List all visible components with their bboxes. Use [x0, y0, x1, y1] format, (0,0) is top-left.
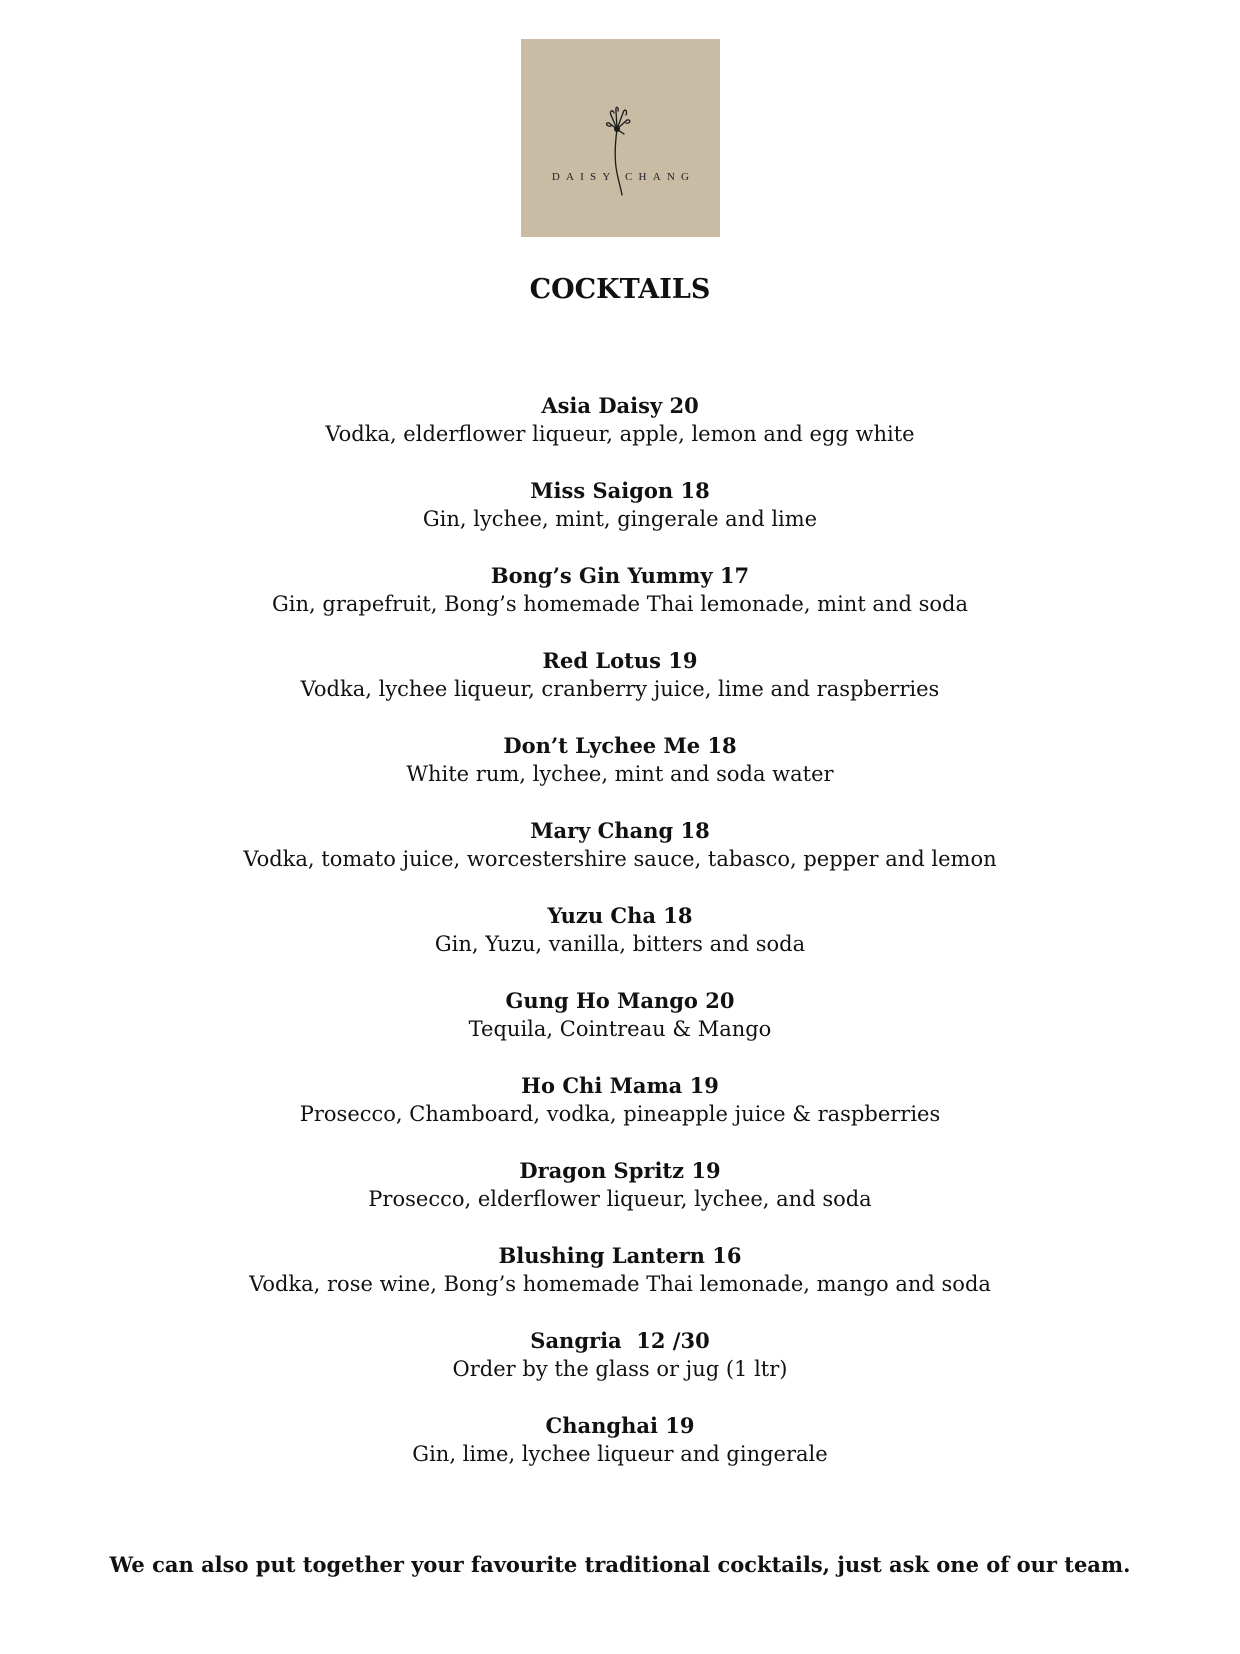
menu-item — [0, 562, 1240, 647]
item-description: White rum, lychee, mint and soda water — [406, 762, 834, 786]
cocktail-list — [0, 392, 1240, 1497]
item-name: Asia Daisy 20 — [541, 393, 699, 418]
item-description: Vodka, elderflower liqueur, apple, lemon and egg white — [325, 422, 915, 446]
logo-wordmark: DAISY CHANG — [551, 171, 696, 183]
menu-item — [0, 1072, 1240, 1157]
item-description: Prosecco, Chamboard, vodka, pineapple juice & raspberries — [299, 1102, 941, 1126]
item-name: Red Lotus 19 — [542, 648, 698, 673]
item-name: Mary Chang 18 — [530, 818, 710, 843]
item-name: Miss Saigon 18 — [530, 478, 710, 503]
item-name: Dragon Spritz 19 — [519, 1158, 721, 1183]
item-name: Ho Chi Mama 19 — [521, 1073, 719, 1098]
menu-item — [0, 902, 1240, 987]
menu-item — [0, 817, 1240, 902]
menu-item — [0, 1157, 1240, 1242]
page-title: COCKTAILS — [529, 274, 711, 305]
menu-item — [0, 1242, 1240, 1327]
item-name: Bong’s Gin Yummy 17 — [490, 563, 750, 588]
item-description: Vodka, tomato juice, worcestershire sauce, tabasco, pepper and lemon — [243, 847, 997, 871]
item-description: Prosecco, elderflower liqueur, lychee, and soda — [368, 1187, 872, 1211]
item-name: Sangria 12 /30 — [530, 1328, 710, 1353]
menu-item — [0, 1412, 1240, 1497]
item-description: Vodka, rose wine, Bong’s homemade Thai lemonade, mango and soda — [249, 1272, 991, 1296]
item-description: Gin, lime, lychee liqueur and gingerale — [412, 1442, 828, 1466]
item-name: Changhai 19 — [545, 1413, 695, 1438]
item-name: Gung Ho Mango 20 — [505, 988, 735, 1013]
item-description: Vodka, lychee liqueur, cranberry juice, lime and raspberries — [300, 677, 940, 701]
menu-item — [0, 987, 1240, 1072]
footer-note: We can also put together your favourite traditional cocktails, just ask one of our team. — [109, 1552, 1131, 1577]
item-description: Gin, lychee, mint, gingerale and lime — [422, 507, 818, 531]
item-name: Yuzu Cha 18 — [547, 903, 693, 928]
menu-item — [0, 392, 1240, 477]
menu-item — [0, 732, 1240, 817]
menu-item — [0, 647, 1240, 732]
menu-item — [0, 1327, 1240, 1412]
item-description: Gin, grapefruit, Bong’s homemade Thai lemonade, mint and soda — [272, 592, 968, 616]
item-description: Order by the glass or jug (1 ltr) — [452, 1357, 788, 1381]
menu-item — [0, 477, 1240, 562]
item-description: Gin, Yuzu, vanilla, bitters and soda — [434, 932, 806, 956]
item-description: Tequila, Cointreau & Mango — [468, 1017, 772, 1041]
item-name: Don’t Lychee Me 18 — [503, 733, 737, 758]
logo — [521, 39, 720, 237]
item-name: Blushing Lantern 16 — [498, 1243, 742, 1268]
